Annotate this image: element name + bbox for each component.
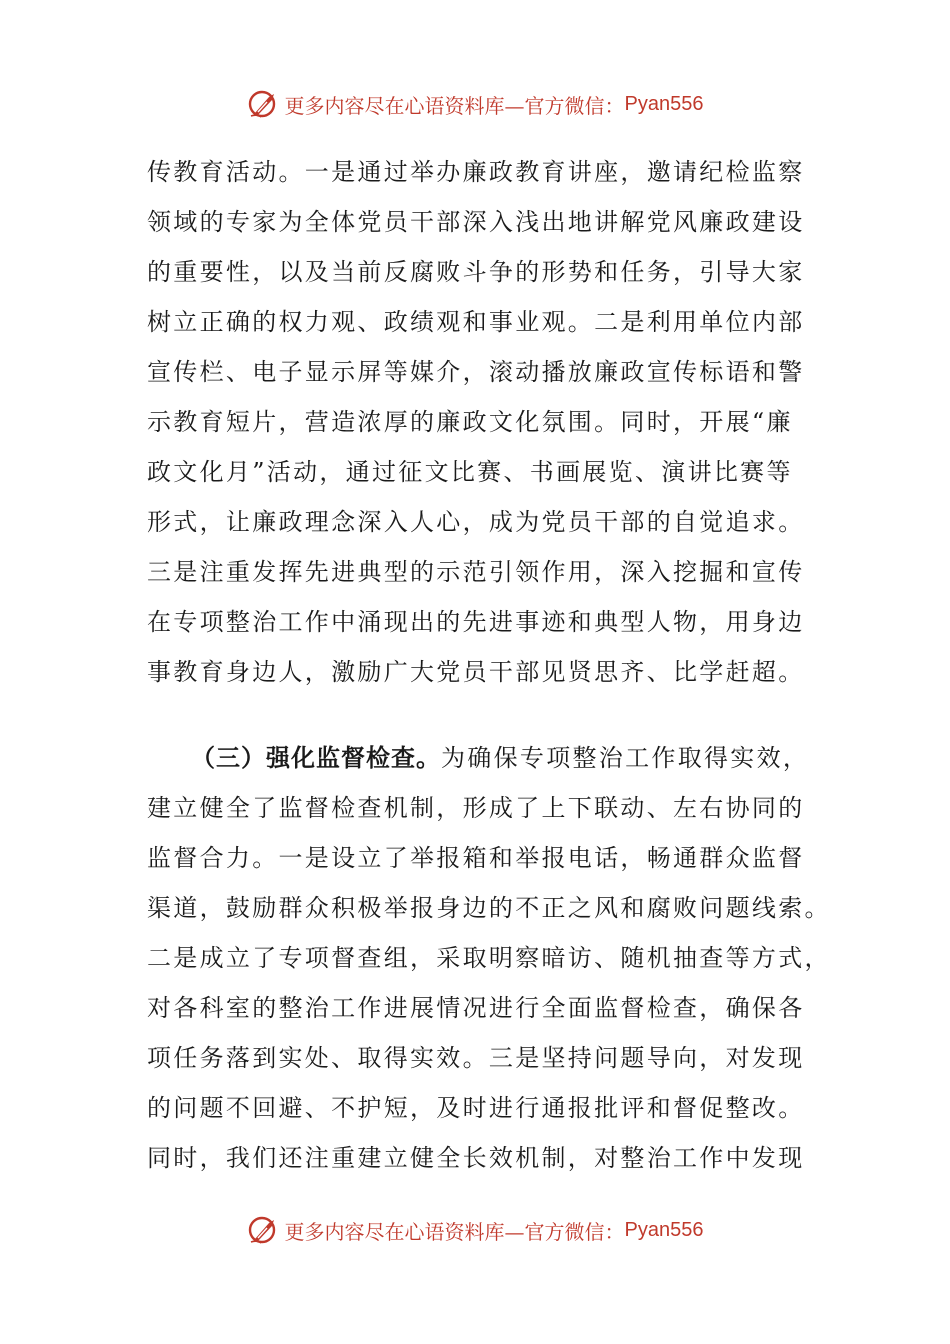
text-line: 宣传栏、电子显示屏等媒介，滚动播放廉政宣传标语和警 (147, 358, 805, 386)
text-line: 的重要性，以及当前反腐败斗争的形势和任务，引导大家 (147, 258, 805, 286)
text-line-first (147, 733, 810, 783)
text-line: 渠道，鼓励群众积极举报身边的不正之风和腐败问题线索。 (147, 894, 831, 922)
text-line: 建立健全了监督检查机制，形成了上下联动、左右协同的 (147, 794, 805, 822)
text-line: 示教育短片，营造浓厚的廉政文化氛围。同时，开展“廉 (147, 408, 793, 436)
paragraph-gap (147, 697, 797, 733)
text-line: 在专项整治工作中涌现出的先进事迹和典型人物，用身边 (147, 608, 805, 636)
banner-text: 更多内容尽在心语资料库—官方微信： (284, 93, 625, 118)
text-line: 树立正确的权力观、政绩观和事业观。二是利用单位内部 (147, 308, 805, 336)
pen-nib-logo-icon (247, 87, 281, 121)
text-run: 为确保专项整治工作取得实效， (441, 744, 810, 772)
text-line: 同时，我们还注重建立健全长效机制，对整治工作中发现 (147, 1144, 805, 1172)
banner-wechat-id: Pyan556 (624, 1218, 704, 1241)
paragraph-education (147, 147, 805, 697)
pen-nib-logo-icon (247, 1213, 281, 1247)
banner-text: 更多内容尽在心语资料库—官方微信： (284, 1219, 625, 1244)
text-line: 三是注重发挥先进典型的示范引领作用，深入挖掘和宣传 (147, 558, 805, 586)
text-line: 传教育活动。一是通过举办廉政教育讲座，邀请纪检监察 (147, 158, 805, 186)
text-line: 政文化月”活动，通过征文比赛、书画展览、演讲比赛等 (147, 458, 793, 486)
text-line: 事教育身边人，激励广大党员干部见贤思齐、比学赶超。 (147, 658, 805, 686)
text-line: 二是成立了专项督查组，采取明察暗访、随机抽查等方式， (147, 944, 831, 972)
text-line: 形式，让廉政理念深入人心，成为党员干部的自觉追求。 (147, 508, 805, 536)
header-watermark-banner (0, 84, 950, 124)
text-line: 项任务落到实处、取得实效。三是坚持问题导向，对发现 (147, 1044, 805, 1072)
section-heading: （三）强化监督检查。 (191, 743, 441, 772)
text-line: 监督合力。一是设立了举报箱和举报电话，畅通群众监督 (147, 844, 805, 872)
text-line: 对各科室的整治工作进展情况进行全面监督检查，确保各 (147, 994, 805, 1022)
footer-watermark-banner (0, 1210, 950, 1250)
text-line: 领域的专家为全体党员干部深入浅出地讲解党风廉政建设 (147, 208, 805, 236)
text-line: 的问题不回避、不护短，及时进行通报批评和督促整改。 (147, 1094, 805, 1122)
paragraph-supervision (147, 733, 831, 1183)
document-body (147, 147, 831, 1183)
banner-wechat-id: Pyan556 (624, 92, 704, 115)
